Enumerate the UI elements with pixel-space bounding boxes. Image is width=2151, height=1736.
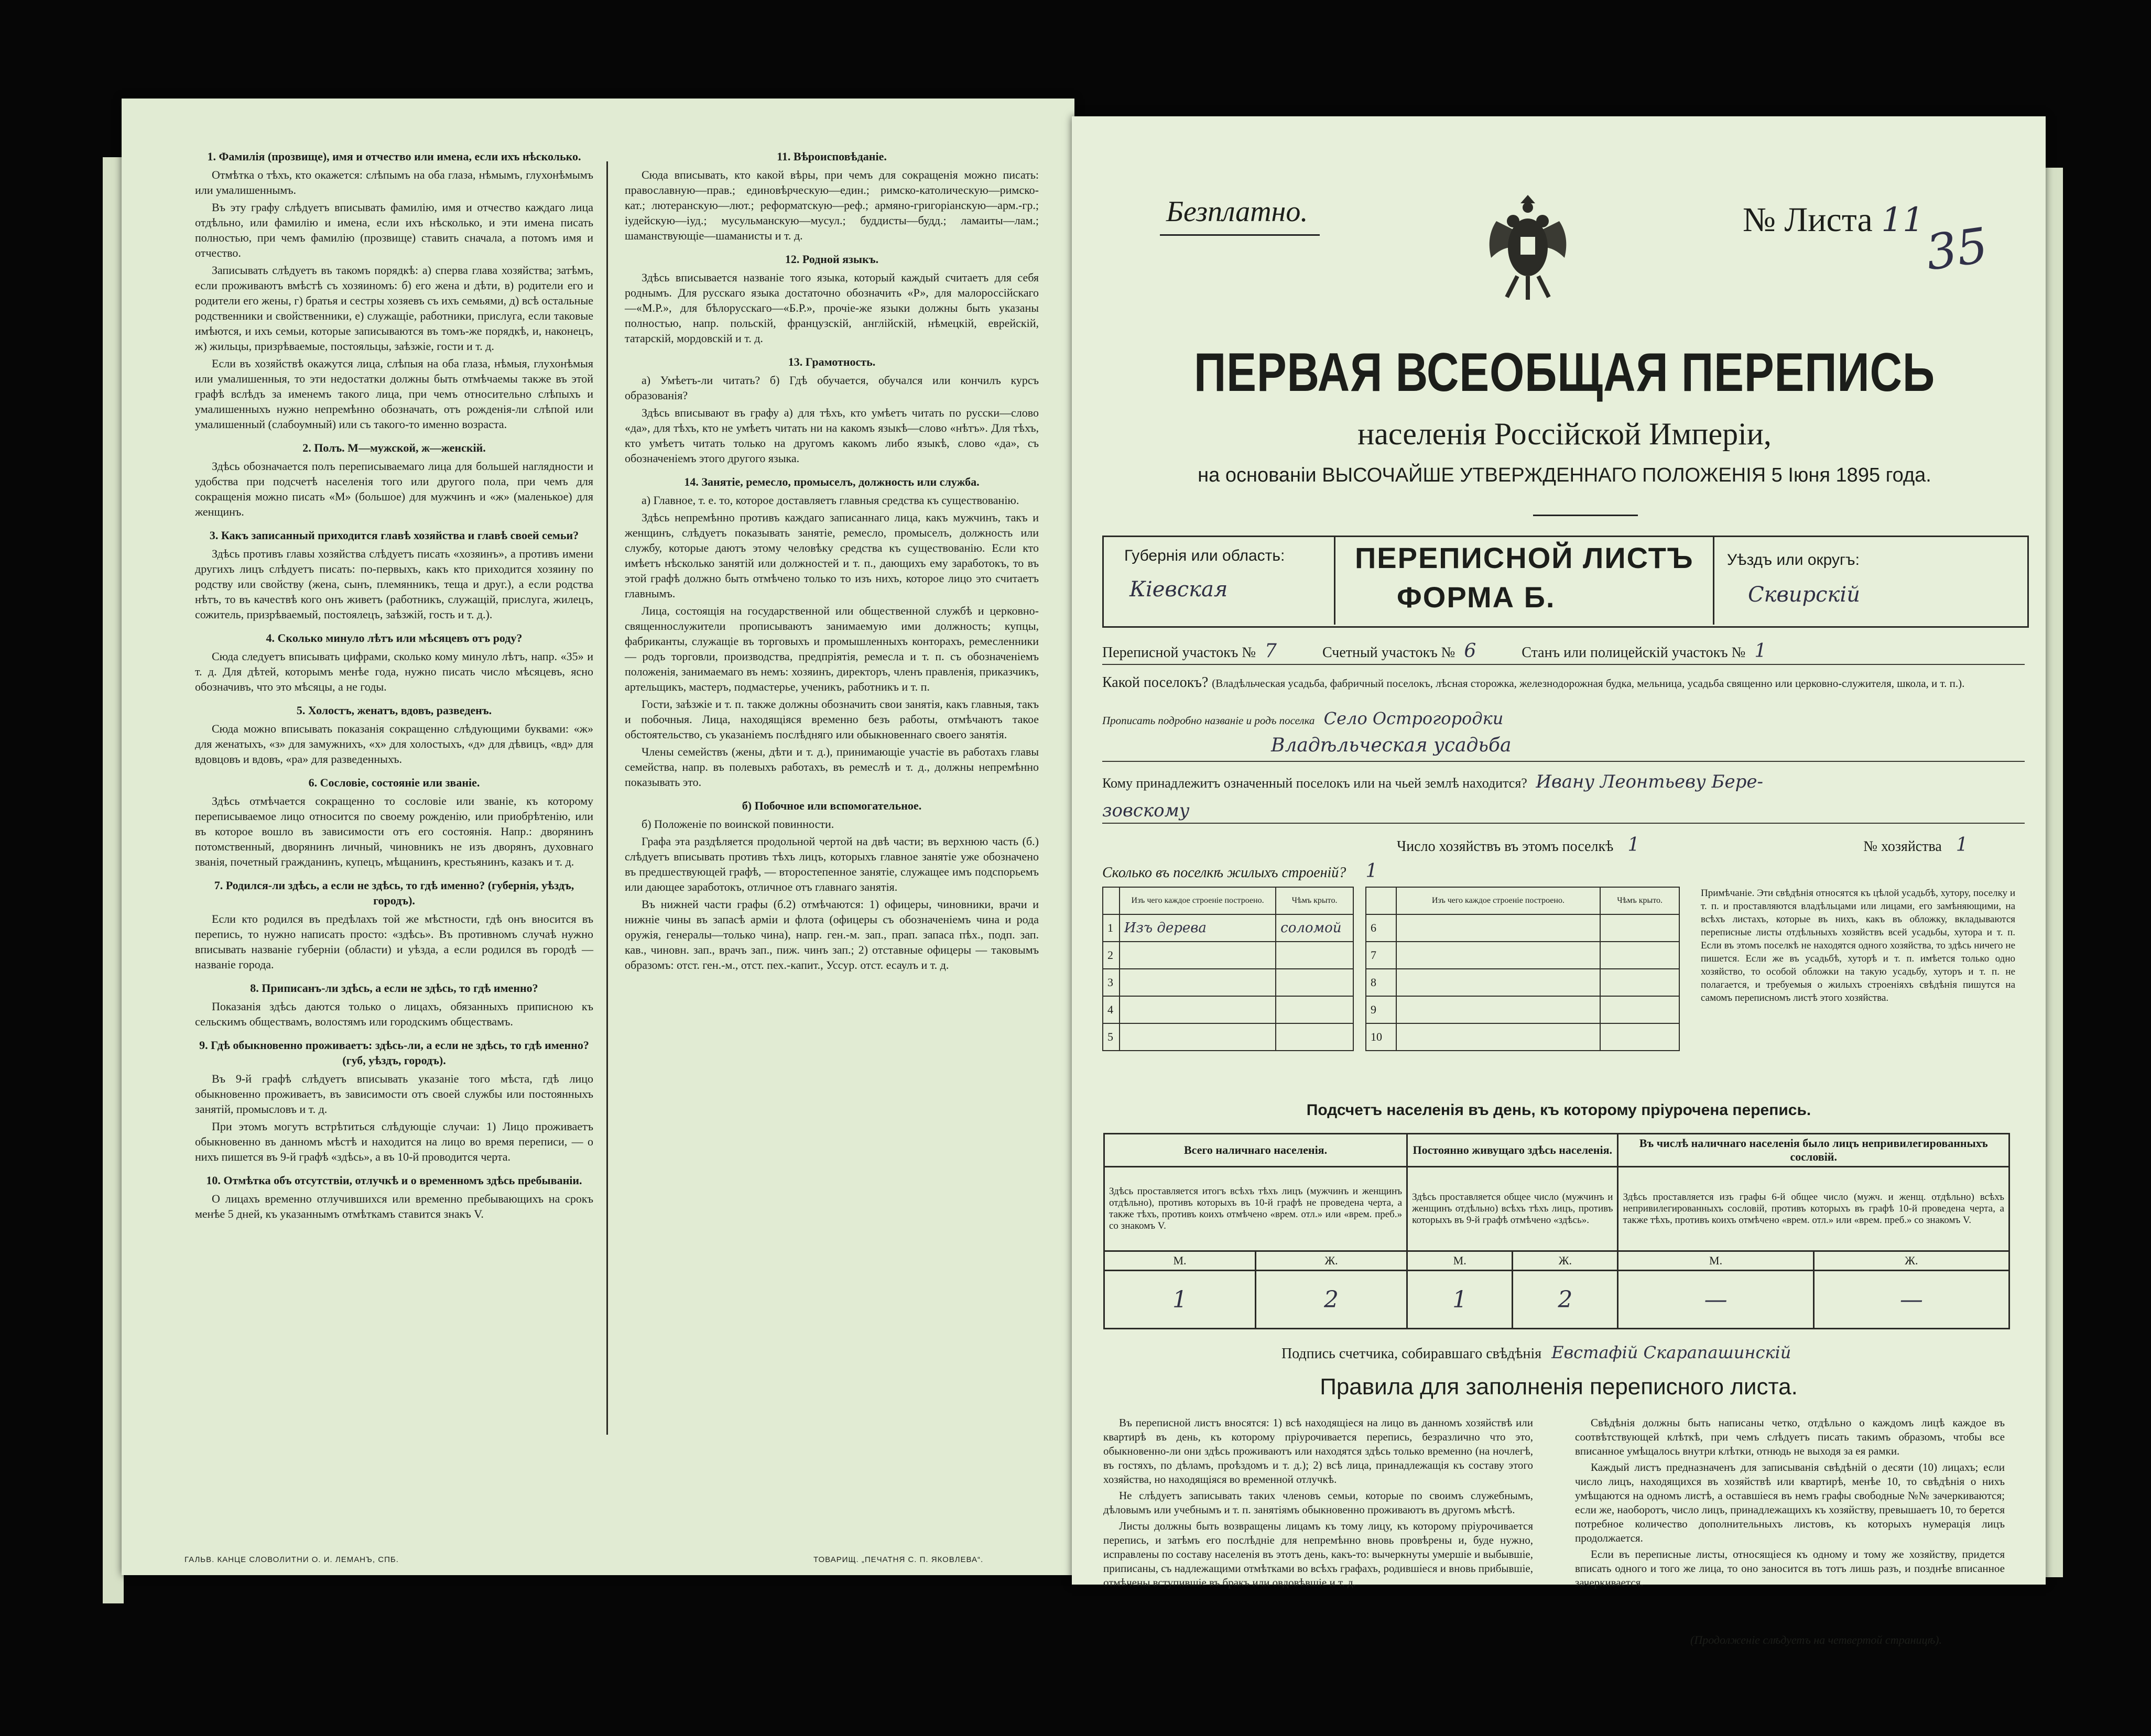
female-label: Ж. <box>1256 1251 1407 1271</box>
households-label: Число хозяйствъ въ этомъ поселкѣ <box>1397 838 1614 855</box>
buildings-table-right <box>1365 887 1680 1051</box>
building-roof <box>1276 996 1353 1023</box>
instruction-paragraph: Здѣсь вписывают въ графу а) для тѣхъ, кто умѣетъ читать по русски—слово «да», для тѣхъ, кто не умѣетъ читать ни на какомъ языкѣ—слово «нѣтъ». Для тѣхъ, кто умѣетъ читать только на другомъ какомъ либо языкѣ, слово «да», съ обозначеніемъ этого другого языка. <box>625 406 1039 465</box>
instruction-paragraph: Въ эту графу слѣдуетъ вписывать фамилію, имя и отчество каждаго лица отдѣльно, или фамилію и имена, если ихъ нѣсколько, и эти имена писать полностью, при чемъ фамилію (прозвище) ставить сначала, а потомъ имя и отчество. <box>195 201 593 259</box>
building-material <box>1120 969 1276 996</box>
stan-label: Станъ или полицейскій участокъ № <box>1522 645 1746 661</box>
instruction-paragraph: Здѣсь отмѣчается сокращенно то сословіе или званіе, къ которому переписываемое лицо относится по своему рожденію, или приобрѣтенію, или въ которое вошло въ зависимости отъ его состоянія. Напр.: дворянинъ потомственный, дворянинъ личный, чиновникъ не изъ дворянъ, духовнаго званія, почетный гражданинъ, купецъ, мѣщанинъ, крестьянинъ, казакъ и т. д. <box>195 794 593 868</box>
male-label: М. <box>1407 1251 1513 1271</box>
page-stack-left-edge <box>103 157 124 1603</box>
instruction-paragraph: Здѣсь вписывается названіе того языка, который каждый считаетъ для себя роднымъ. Для русскаго языка достаточно обозначить «Р», для малороссійскаго—«М.Р.», для бѣлорусскаго—«Б.Р.», прочіе-же языки должны быть указаны полностью, напр. польскій, французскій, англійскій, нѣмецкій, еврейскій, татарскій, мордовскій и т. д. <box>625 271 1039 345</box>
instruction-paragraph: Члены семействъ (жены, дѣти и т. д.), принимающіе участіе въ работахъ главы семейства, напр. въ полевыхъ работахъ, въ ремеслѣ и т. д., должны непремѣнно показывать это. <box>625 745 1039 789</box>
title-rule <box>1533 515 1638 516</box>
poselok-value-1: Село Острогородки <box>1323 708 1504 728</box>
owner-underline <box>1102 823 2025 824</box>
building-material <box>1396 914 1601 942</box>
instruction-paragraph: Сюда можно вписывать показанія сокращенно слѣдующими буквами: «ж» для женатыхъ, «з» для замужнихъ, «х» для холостыхъ, «д» для дѣвицъ, «вд» для вдовцовъ и вдовъ, «ра» для разведенныхъ. <box>195 722 593 766</box>
buildings-value: 1 <box>1365 860 1378 882</box>
female-label: Ж. <box>1513 1251 1618 1271</box>
instruction-paragraph: Графа эта раздѣляется продольной чертой на двѣ части; въ верхнюю часть (б.) слѣдуетъ вписывать противъ тѣхъ лицъ, которыхъ главное занятіе уже обозначено въ предшествующей графѣ, — второстепенное занятіе, служащее имъ подспорьемъ или дающее заработокъ, отличное отъ главнаго занятія. <box>625 835 1039 893</box>
rule-paragraph: Каждый листъ предназначенъ для записыванія свѣдѣній о десяти (10) лицахъ; если число лицъ, находящихся въ хозяйствѣ или квартирѣ, менѣе 10, то свѣдѣнія о нихъ умѣщаются на одномъ листѣ, а оставшіеся въ немъ графы свободные №№ зачеркиваются; если же, наоборотъ, число лицъ, принадлежащихъ къ хозяйству, превышаетъ 10, то берется потребное количество дополнительныхъ листовъ, къ которыхъ нумерація лицъ продолжается. <box>1575 1461 2005 1544</box>
building-material <box>1396 996 1601 1023</box>
schetny-label: Счетный участокъ № <box>1322 645 1455 661</box>
building-roof <box>1600 969 1679 996</box>
settlement-line <box>1102 674 1964 691</box>
female-count: 2 <box>1513 1271 1618 1329</box>
buildings-row <box>1103 1023 1353 1051</box>
buildings-row <box>1103 969 1353 996</box>
instruction-paragraph: Въ 9-й графѣ слѣдуетъ вписывать указаніе того мѣста, гдѣ лицо обыкновенно проживаетъ, въ зависимости отъ своей службы или постоянныхъ занятій, промысловъ и т. д. <box>195 1072 593 1116</box>
male-label: М. <box>1104 1251 1256 1271</box>
uezd-label: Уѣздъ или округъ: <box>1727 551 1860 569</box>
signature-value: Евстафій Скарапашинскій <box>1551 1342 1791 1362</box>
perepisnoi-label: Переписной участокъ № <box>1102 645 1256 661</box>
buildings-label: Сколько въ поселкѣ жилыхъ строеній? <box>1102 865 1346 881</box>
building-material <box>1396 942 1601 969</box>
rules-column-right <box>1575 1416 2005 1592</box>
building-roof <box>1600 1023 1679 1051</box>
section-heading: 12. Родной языкъ. <box>785 253 879 266</box>
buildings-row <box>1366 996 1679 1023</box>
building-number: 8 <box>1366 969 1396 996</box>
female-label: Ж. <box>1813 1251 2009 1271</box>
uezd-value: Сквирскій <box>1748 583 1860 607</box>
instruction-paragraph: Здѣсь обозначается полъ переписываемаго лица для большей наглядности и удобства при подсчетѣ населенія того или другого пола, при чемъ для сокращенія можно писать «М» (большое) для мужчинъ и «ж» (маленькое) для женщинъ. <box>195 460 593 518</box>
double-headed-eagle-icon <box>1475 184 1580 305</box>
buildings-row <box>1366 942 1679 969</box>
form-variant: ФОРМА Б. <box>1397 581 1556 614</box>
instruction-paragraph: Сюда вписывать, кто какой вѣры, при чемъ для сокращенія можно писать: православную—прав.; единовѣрческую—един.; римско-католическую—римско-кат.; лютеранскую—лют.; реформатскую—реф.; армяно-григоріанскую—арм.-гр.; іудейскую—іуд.; мусульманскую—мусул.; буддисты—будд.; ламаиты—лам.; шаманствующіе—шаманисты и т. д. <box>625 168 1039 242</box>
building-number: 9 <box>1366 996 1396 1023</box>
rule-paragraph: Если въ переписные листы, относящіеся къ одному и тому же хозяйству, придется вписать одного и того же лица, то оно заносится въ тотъ лишь разъ, и позднѣе вписанное зачеркивается. <box>1575 1548 2005 1589</box>
population-column-text: Здѣсь проставляется итогъ всѣхъ тѣхъ лицъ (мужчинъ и женщинъ отдѣльно), противъ которыхъ въ 10-й графѣ не проведена черта, а также тѣхъ, противъ коихъ отмѣчено «врем. отл.» или «врем. преб.» со знакомъ V. <box>1104 1167 1407 1251</box>
form-basis: на основаніи ВЫСОЧАЙШЕ УТВЕРЖДЕННАГО ПОЛОЖЕНІЯ 5 Іюня 1895 года. <box>1198 464 1931 486</box>
buildings-header-number <box>1103 887 1120 914</box>
signature-label: Подпись счетчика, собиравшаго свѣдѣнія <box>1281 1346 1542 1362</box>
gubernia-label: Губернія или область: <box>1124 547 1285 564</box>
building-material <box>1120 1023 1276 1051</box>
poselok-hint: (Владѣльческая усадьба, фабричный поселокъ, лѣсная сторожка, железнодорожная будка, мельница, усадьба священно или церковно-служителя, школа, и т. п.). <box>1212 677 1965 690</box>
section-heading: 2. Полъ. М—мужской, ж—женскій. <box>302 441 486 454</box>
instruction-paragraph: Если въ хозяйствѣ окажутся лица, слѣпыя на оба глаза, нѣмыя, глухонѣмыя или умалишенныя, то эти недостатки должны быть отмѣчаемы также въ этой графѣ вслѣдъ за именемъ такого лица, при чемъ относительно слѣпыхъ и умалишенныхъ нужно непремѣнно обозначать, отъ рожденія-ли слѣпой или умалишенный (слабоумный) или съ такого-то именно возраста. <box>195 357 593 431</box>
household-no-label: № хозяйства <box>1863 838 1942 855</box>
owner-label: Кому принадлежитъ означенный поселокъ или на чьей землѣ находится? <box>1102 776 1527 791</box>
instruction-paragraph: Здѣсь противъ главы хозяйства слѣдуетъ писать «хозяинъ», а противъ имени другихъ лицъ слѣдуетъ писать: по-первыхъ, какъ кто приходится хозяину по родству или свойству (жена, сынъ, племянникъ, теща и друг.), а если родства нѣтъ, то въ качествѣ кого онъ живетъ (работникъ, служащій, прислуга, жилецъ, сожитель, призрѣваемый, постоялецъ, заѣзжій, гость и т. д.). <box>195 547 593 621</box>
instruction-paragraph: Лица, состоящія на государственной или общественной службѣ и церковно-священнослужители прописываютъ занимаемую ими должность; купцы, фабриканты, служащіе въ торговыхъ и промышленныхъ конторахъ, ремесленники — родъ торговли, производства, предпріятія, ремесла и т. п. съ обозначеніемъ положенія, занимаемаго въ немъ: хозяинъ, директоръ, членъ правленія, приказчикъ, артельщикъ, мастеръ, подмастерье, ученикъ, работникъ и т. п. <box>625 604 1039 693</box>
population-count-table <box>1103 1133 2010 1329</box>
owner-value-2: зовскому <box>1102 800 1190 821</box>
section-heading: 11. Вѣроисповѣданіе. <box>777 150 887 163</box>
buildings-row <box>1103 914 1353 942</box>
district-underline <box>1102 664 2025 665</box>
section-heading: 4. Сколько минуло лѣтъ или мѣсяцевъ отъ роду? <box>266 631 523 645</box>
female-count: 2 <box>1256 1271 1407 1329</box>
building-roof <box>1276 942 1353 969</box>
building-number: 6 <box>1366 914 1396 942</box>
population-column-heading: Всего наличнаго населенія. <box>1104 1134 1407 1167</box>
building-roof <box>1276 969 1353 996</box>
buildings-note: Примѣчаніе. Эти свѣдѣнія относятся къ цѣлой усадьбѣ, хутору, поселку и т. п. и проставляются владѣльцами или лицами, его замѣняющими, на всѣхъ листахъ, которые въ нихъ, какъ въ обложку, вкладываются переписные листы отдѣльныхъ хозяйствъ всей усадьбы, хутора и т. п. Если въ этомъ поселкѣ не находятся одного хозяйства, то здѣсь ничего не пишется. Если же въ усадьбѣ, хуторѣ и т. п. имѣется только одно хозяйство, то особой обложки на такую усадьбу, хуторъ и т. п. не полагается, и требуемыя о жилыхъ строеніяхъ свѣдѣнія пишутся на самомъ переписномъ листѣ этого хозяйства. <box>1701 888 2015 1003</box>
poselok-value-2: Владѣльческая усадьба <box>1271 735 1512 756</box>
poselok-hint-2: Прописать подробно названіе и родъ поселка <box>1102 714 1315 727</box>
rules-title: Правила для заполненія переписного листа. <box>1320 1374 1798 1400</box>
households-line <box>1397 834 1968 856</box>
instruction-paragraph: Сюда следуетъ вписывать цифрами, сколько кому минуло лѣтъ, напр. «35» и т. д. Для дѣтей, которымъ менѣе года, нужно писать число мѣсяцевъ, ясно обозначивъ, что это мѣсяцы, а не годы. <box>195 650 593 693</box>
buildings-table-left <box>1102 887 1354 1051</box>
male-count: 1 <box>1407 1271 1513 1329</box>
section-heading: 7. Родился-ли здѣсь, а если не здѣсь, то гдѣ именно? (губернія, уѣздъ, городъ). <box>214 879 574 907</box>
form-name: ПЕРЕПИСНОЙ ЛИСТЪ <box>1355 541 1694 574</box>
female-count: — <box>1813 1271 2009 1329</box>
left-page <box>122 99 1074 1575</box>
male-count: — <box>1618 1271 1813 1329</box>
instruction-paragraph: Гости, заѣзжіе и т. п. также должны обозначить свои занятія, какъ главныя, такъ и побочныя. Лица, находящіяся временно безъ работы, отмѣчаютъ такое обстоятельство, съ указаніемъ послѣдняго или обыкновеннаго своего занятія. <box>625 697 1039 741</box>
district-line <box>1102 640 1766 662</box>
building-roof <box>1600 914 1679 942</box>
instruction-paragraph: Отмѣтка о тѣхъ, кто окажется: слѣпымъ на оба глаза, нѣмымъ, глухонѣмымъ или умалишеннымъ. <box>195 168 593 196</box>
perepisnoi-value: 7 <box>1265 640 1277 662</box>
schetny-value: 6 <box>1464 640 1476 662</box>
owner-line <box>1102 771 1763 792</box>
section-heading: 13. Грамотность. <box>788 355 876 368</box>
instruction-paragraph: При этомъ могутъ встрѣтиться слѣдующіе случаи: 1) Лицо проживаетъ обыкновенно въ данномъ мѣстѣ и находится на лицо во время переписи, — о нихъ пишется въ 9-й графѣ «здѣсь», а въ 10-й проводится черта. <box>195 1120 593 1163</box>
buildings-row <box>1366 914 1679 942</box>
rule-paragraph: Не слѣдуетъ записывать таких членовъ семьи, которые по своимъ служебнымъ, дѣловымъ или учебнымъ и т. п. занятіямъ обыкновенно проживаютъ въ другомъ мѣстѣ. <box>1103 1489 1533 1516</box>
buildings-header-roof: Чѣмъ крыто. <box>1600 887 1679 914</box>
section-heading: б) Побочное или вспомогательное. <box>742 799 922 812</box>
rule-paragraph: Свѣдѣнія должны быть написаны четко, отдѣльно о каждомъ лицѣ каждое въ соотвѣтствующей клѣткѣ, при чемъ слѣдуетъ писать такимъ образомъ, чтобы все вписанное умѣщалось внутри клѣтки, отнюдь не выходя за ея рамки. <box>1575 1416 2005 1457</box>
building-roof <box>1600 942 1679 969</box>
buildings-header-material: Изъ чего каждое строеніе построено. <box>1120 887 1276 914</box>
buildings-header-material: Изъ чего каждое строеніе построено. <box>1396 887 1601 914</box>
instructions-column-1 <box>195 140 593 1224</box>
settlement-hint-2 <box>1102 708 2025 728</box>
buildings-row <box>1103 996 1353 1023</box>
building-material <box>1396 969 1601 996</box>
building-material <box>1120 996 1276 1023</box>
buildings-row <box>1366 1023 1679 1051</box>
instruction-paragraph: Если кто родился въ предѣлахъ той же мѣстности, гдѣ онъ вносится въ перепись, то нужно написать просто: «здѣсь». Въ противномъ случаѣ нужно вписывать названіе губерніи (области) и уѣзда, а если родился въ городѣ — названіе города. <box>195 912 593 971</box>
rules-column-left <box>1103 1416 1533 1592</box>
form-subtitle: населенія Россійской Имперіи, <box>1357 417 1772 451</box>
male-label: М. <box>1618 1251 1813 1271</box>
settlement-underline <box>1102 761 2025 762</box>
sheet-number-value: 11 <box>1881 201 1924 239</box>
page-stack-right-edge <box>2044 168 2063 1577</box>
building-number: 10 <box>1366 1023 1396 1051</box>
building-roof <box>1276 1023 1353 1051</box>
form-title: ПЕРВАЯ ВСЕОБЩАЯ ПЕРЕПИСЬ <box>1194 342 1935 403</box>
buildings-header-number <box>1366 887 1396 914</box>
sheet-number-label: № Листа <box>1743 201 1873 239</box>
sheet-number <box>1743 200 1924 240</box>
building-number: 4 <box>1103 996 1120 1023</box>
buildings-line <box>1102 860 1377 882</box>
building-number: 7 <box>1366 942 1396 969</box>
building-roof: соломой <box>1276 914 1353 942</box>
building-number: 2 <box>1103 942 1120 969</box>
building-material <box>1120 942 1276 969</box>
enumerator-signature <box>1281 1342 1791 1362</box>
instruction-paragraph: О лицахъ временно отлучившихся или временно пребывающихъ на срокъ менѣе 5 дней, къ указаннымъ отмѣткамъ ставится знакъ V. <box>195 1192 593 1220</box>
instruction-paragraph: Показанія здѣсь даются только о лицахъ, обязанныхъ приписною къ сельскимъ обществамъ, волостямъ или городскимъ обществамъ. <box>195 1000 593 1028</box>
building-roof <box>1600 996 1679 1023</box>
free-of-charge-label: Безплатно. <box>1166 195 1308 228</box>
section-heading: 8. Приписанъ-ли здѣсь, а если не здѣсь, то гдѣ именно? <box>250 981 538 995</box>
section-heading: 10. Отмѣтка объ отсутствіи, отлучкѣ и о временномъ здѣсь пребываніи. <box>206 1174 582 1187</box>
instruction-paragraph: а) Умѣетъ-ли читать? б) Гдѣ обучается, обучался или кончилъ курсъ образованія? <box>625 374 1039 402</box>
section-heading: 1. Фамилія (прозвище), имя и отчество или имена, если ихъ нѣсколько. <box>207 150 581 163</box>
stan-value: 1 <box>1754 640 1767 662</box>
buildings-header-roof: Чѣмъ крыто. <box>1276 887 1353 914</box>
section-heading: 5. Холостъ, женатъ, вдовъ, разведенъ. <box>296 704 492 717</box>
census-form-page <box>1072 116 2046 1646</box>
poselok-label: Какой поселокъ? <box>1102 674 1209 691</box>
building-material: Изъ дерева <box>1120 914 1276 942</box>
section-heading: 3. Какъ записанный приходится главѣ хозяйства и главѣ своей семьи? <box>209 529 579 542</box>
instructions-column-2 <box>625 140 1039 975</box>
population-column-text: Здѣсь проставляется общее число (мужчинъ и женщинъ отдѣльно) всѣхъ тѣхъ лицъ, противъ которыхъ въ 9-й графѣ отмѣчено «здѣсь». <box>1407 1167 1618 1251</box>
owner-value-1: Ивану Леонтьеву Бере- <box>1536 771 1763 792</box>
building-number: 1 <box>1103 914 1120 942</box>
section-heading: 14. Занятіе, ремесло, промыселъ, должность или служба. <box>684 475 980 488</box>
corner-handwritten-number: 35 <box>1922 217 1991 281</box>
population-column-heading: Постоянно живущаго здѣсь населенія. <box>1407 1134 1618 1167</box>
male-count: 1 <box>1104 1271 1256 1329</box>
instruction-paragraph: Въ нижней части графы (б.2) отмѣчаются: 1) офицеры, чиновники, врачи и нижніе чины въ запасѣ арміи и флота (офицеры съ обозначеніемъ чина и рода оружія, генералы—только чина), напр. ген.-м. зап., прап. запаса пѣх., подп. зап. кав., чиновн. зап., врачъ зап., пиж. чинъ зап.; 2) отставные офицеры — таковымъ образомъ: отст. ген.-м., отст. пех.-капит., Уссур. отст. есаулъ и т. д. <box>625 898 1039 971</box>
rule-paragraph: Листы должны быть возвращены лицамъ къ тому лицу, къ которому пріурочивается перепись, и затѣмъ его послѣдніе для непремѣнно вновь провѣрены и, буде нужно, исправлены по составу населенія въ этотъ день, какъ-то: вычеркнуты умершіе и выбывшіе, приписаны, съ надлежащими отмѣтками во всѣхъ графахъ, родившіеся и вновь прибывшіе, отмѣчены вступившіе въ бракъ или овдовѣвшіе и т. д. <box>1103 1520 1533 1589</box>
section-heading: 9. Гдѣ обыкновенно проживаетъ: здѣсь-ли, а если не здѣсь, то гдѣ именно? (губ, уѣздъ, городъ). <box>199 1039 589 1067</box>
gubernia-value: Кіевская <box>1129 577 1228 602</box>
building-number: 3 <box>1103 969 1120 996</box>
households-value: 1 <box>1627 834 1640 856</box>
rule-paragraph: Въ переписной листъ вносятся: 1) всѣ находящіеся на лицо въ данномъ хозяйствѣ или квартирѣ въ день, къ которому пріурочивается перепись, безразлично что это, обыкновенно-ли они здѣсь проживаютъ или находятся здѣсь только временно (на ночлегѣ, въ гостяхъ, по дѣламъ, проѣздомъ и т. д.); 2) всѣ лица, принадлежащія къ составу этого хозяйства, но находящіяся во временной отлучкѣ. <box>1103 1416 1533 1486</box>
instruction-paragraph: Записывать слѣдуетъ въ такомъ порядкѣ: а) сперва глава хозяйства; затѣмъ, если проживаютъ вмѣстѣ съ хозяиномъ: б) его жена и дѣти, в) родители его и родители его жены, г) братья и сестры хозяевъ съ ихъ семьями, д) всѣ остальные родственники и свойственники, е) служащіе, работники, прислуга, если таковые имѣются, и ихъ семьи, которые записываются въ томъ-же порядкѣ, и, наконецъ, ж) жильцы, призрѣваемые, постояльцы, заѣзжіе, гости и т. д. <box>195 264 593 353</box>
continued-note: (Продолженіе слѣдуетъ на четвертой страницѣ). <box>1690 1633 1942 1646</box>
population-column-heading: Въ числѣ наличнаго населенія было лицъ непривилегированныхъ сословій. <box>1618 1134 2009 1167</box>
buildings-row <box>1103 942 1353 969</box>
building-material <box>1396 1023 1601 1051</box>
population-column-text: Здѣсь проставляется изъ графы 6-й общее число (мужч. и женщ. отдѣльно) всѣхъ непривилегированныхъ сословій, противъ которыхъ въ графѣ 10-й проведена черта, а также тѣхъ, противъ коихъ отмѣчено «врем. отл.» или «врем. преб.» со знакомъ V. <box>1618 1167 2009 1251</box>
section-heading: 6. Сословіе, состояніе или званіе. <box>308 776 480 789</box>
free-underline <box>1160 234 1320 236</box>
buildings-row <box>1366 969 1679 996</box>
building-number: 5 <box>1103 1023 1120 1051</box>
instruction-paragraph: б) Положеніе по воинской повинности. <box>642 817 834 831</box>
instruction-paragraph: Здѣсь непремѣнно противъ каждаго записаннаго лица, какъ мужчинъ, такъ и женщинъ, слѣдуетъ показывать занятіе, ремесло, промыселъ, должность или службу, которые даютъ этому человѣку средства къ существованію. Если кто имѣетъ нѣсколько занятій или должностей и т. п., дающихъ ему заработокъ, то въ этой графѣ должно быть отмѣчено только то изъ нихъ, которое лицо это считаетъ главнымъ. <box>625 511 1039 600</box>
population-count-title: Подсчетъ населенія въ день, къ которому пріурочена перепись. <box>1306 1101 1811 1119</box>
column-divider <box>606 161 608 1435</box>
household-no-value: 1 <box>1956 834 1968 856</box>
imprint-right: ТОВАРИЩ. „ПЕЧАТНЯ С. П. ЯКОВЛЕВА“. <box>813 1555 984 1564</box>
imprint-left: ГАЛЬВ. КАНЦЕ СЛОВОЛИТНИ О. И. ЛЕМАНЪ, СПБ. <box>184 1555 399 1564</box>
instruction-paragraph: а) Главное, т. е. то, которое доставляетъ главныя средства къ существованію. <box>642 494 1019 507</box>
